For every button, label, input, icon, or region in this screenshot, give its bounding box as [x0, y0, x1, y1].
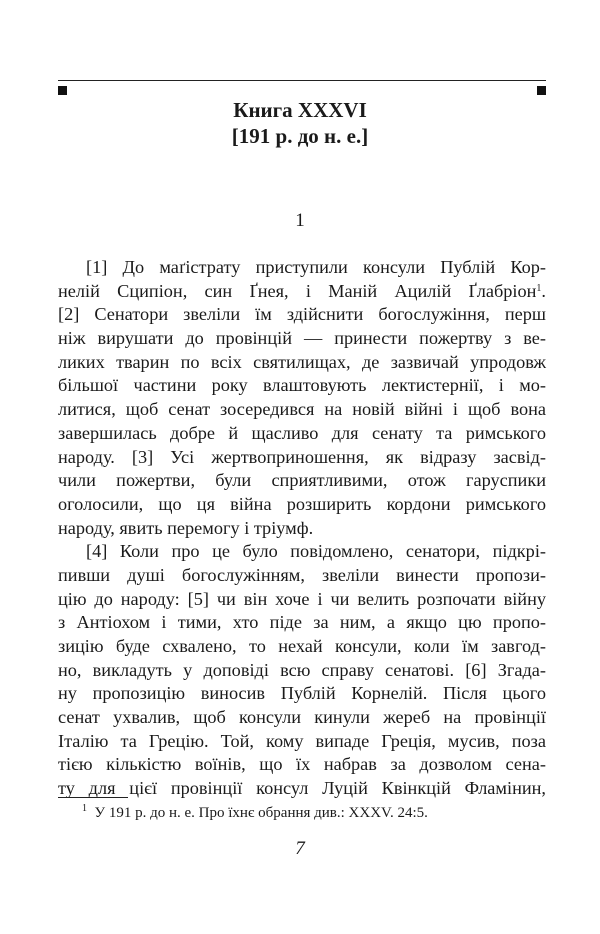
text-line: нелій Сципіон, син Ґнея, і Маній Ацилій Ґлабріон$^1$. [58, 280, 546, 301]
text-line: литися, щоб сенат зосередився на новій війні і щоб вона [58, 399, 546, 420]
body-text [58, 256, 546, 801]
text-line: ликих тварин по всіх святилищах, де зазвичай упродовж [58, 351, 546, 372]
text-line: ну пропозицію виносив Публій Корнелій. Після цього [58, 683, 546, 704]
text-line: завершилась добре й щасливо для сенату та римського [58, 422, 546, 443]
right-square-ornament [537, 86, 546, 95]
text-line: ніж вирушати до провінцій — принести пожертву з ве- [58, 328, 546, 349]
text-line: [1] До маґістрату приступили консули Публій Кор- [86, 257, 546, 277]
text-line: [4] Коли про це було повідомлено, сенатори, підкрі- [86, 541, 546, 562]
text-line: оголосили, що ця війна розширить кордони римського [58, 493, 546, 514]
text-line: цію до народу: [5] чи він хоче і чи велить розпочати війну [58, 588, 546, 609]
text-line: тією кількістю воїнів, що їх набрав за дозволом сена- [58, 754, 546, 775]
footnote-rule [58, 797, 128, 798]
text-line: но, викладуть у доповіді всю справу сенатові. [6] Згада- [58, 659, 546, 680]
text-line: пивши душі богослужінням, звеліли винести пропози- [58, 564, 546, 585]
text-line: [2] Сенатори звеліли їм здійснити богослужіння, перш [58, 304, 546, 325]
text-line: зицію буде схвалено, то нехай консули, коли їм завгод- [58, 636, 546, 656]
page-number: 7 [295, 838, 305, 859]
header-rule [58, 80, 546, 81]
text-line: чили пожертви, були сприятливими, отож гаруспики [58, 470, 546, 491]
text-line: народу. [3] Усі жертвоприношення, як відразу засвід- [58, 446, 546, 467]
text-line: з Антіохом і тими, хто піде за ним, а якщо цю пропо- [58, 612, 546, 633]
text-line: ту для цієї провінції консул Луцій Квінкцій Фламінин, [58, 778, 546, 799]
book-title: Книга XXXVI [233, 98, 367, 122]
footnote [82, 805, 428, 822]
text-line: сенат ухвалив, щоб консули кинули жереб на провінції [58, 707, 546, 728]
footnote-text: У 191 р. до н. е. Про їхнє обрання див.: XXXV. 24:5. [94, 805, 428, 821]
footnote-marker: 1 [82, 803, 87, 814]
date-range: [191 р. до н. е.] [231, 124, 369, 148]
chapter-number: 1 [295, 210, 305, 231]
text-line: більшої частини року влаштовують лектистернії, і мо- [58, 375, 546, 396]
text-line: Італію та Грецію. Той, кому випаде Греція, мусив, поза [58, 730, 546, 751]
footnote-ref[interactable]: 1 [536, 282, 542, 294]
left-square-ornament [58, 86, 67, 95]
text-line: народу, явить перемогу і тріумф. [58, 517, 314, 538]
